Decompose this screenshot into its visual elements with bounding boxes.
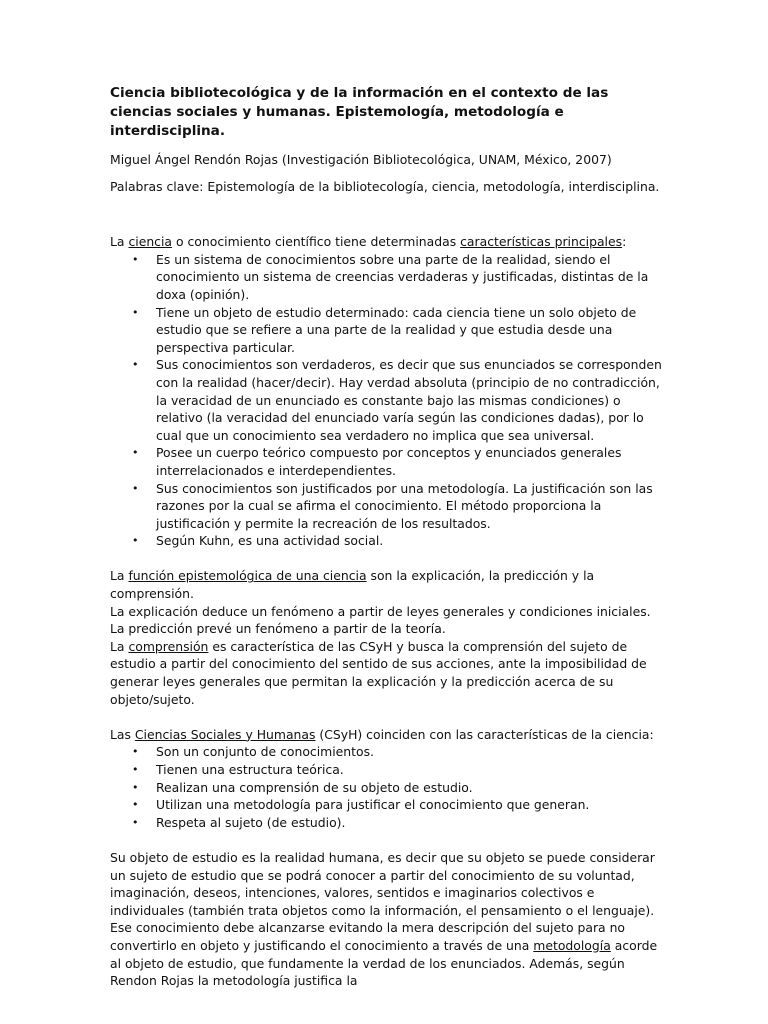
text-run: La (110, 638, 129, 654)
bullet-icon: • (132, 358, 139, 372)
list-item (110, 779, 670, 797)
csyh-characteristics-list (110, 743, 670, 831)
bullet-icon: • (132, 252, 139, 266)
bullet-icon: • (132, 798, 139, 812)
text-run: (CSyH) coinciden con las características de la ciencia: (315, 726, 654, 742)
funcion-epistemologica-link[interactable]: función epistemológica de una ciencia (128, 568, 367, 584)
list-item-text: Realizan una comprensión de su objeto de estudio. (156, 779, 473, 795)
bullet-icon: • (132, 446, 139, 460)
list-item (110, 444, 670, 479)
object-of-study-paragraph (110, 849, 670, 990)
ciencia-link[interactable]: ciencia (128, 234, 173, 250)
spacer (110, 708, 670, 726)
list-item-text: Tiene un objeto de estudio determinado: cada ciencia tiene un solo objeto de estudio que se refiere a una parte de la realidad y que estudia desde una perspectiva particular. (156, 304, 637, 355)
text-run: acorde al objeto de estudio, que fundamente la verdad de los enunciados. Además, según Rendon Rojas la metodología justifica la (110, 937, 658, 989)
list-item (110, 743, 670, 761)
prediction-line: La predicción prevé un fenómeno a partir de la teoría. (110, 621, 446, 637)
document-title: Ciencia bibliotecológica y de la información en el contexto de las ciencias sociales y humanas. Epistemología, metodología e interdisciplina. (110, 85, 609, 139)
author-line: Miguel Ángel Rendón Rojas (Investigación Bibliotecológica, UNAM, México, 2007) (110, 152, 612, 167)
metodologia-link[interactable]: metodología (533, 937, 611, 953)
bullet-icon: • (132, 745, 139, 759)
keywords-line: Palabras clave: Epistemología de la bibliotecología, ciencia, metodología, interdisciplina. (110, 178, 660, 194)
caracteristicas-link[interactable]: características principales (460, 234, 623, 250)
list-item-text: Utilizan una metodología para justificar el conocimiento que generan. (156, 797, 590, 813)
bullet-icon: • (132, 815, 139, 829)
bullet-icon: • (132, 305, 139, 319)
list-item (110, 796, 670, 814)
list-item-text: Tienen una estructura teórica. (156, 762, 344, 777)
list-item-text: Son un conjunto de conocimientos. (156, 744, 374, 760)
comprehension-paragraph (110, 638, 670, 708)
list-item-text: Sus conocimientos son justificados por una metodología. La justificación son las razones por la cual se afirma el conocimiento. El método proporciona la justificación y permite la recreación de los resultados. (156, 480, 653, 531)
list-item (110, 814, 670, 832)
list-item (110, 356, 670, 444)
text-run: Las (110, 726, 135, 742)
bullet-icon: • (132, 780, 139, 794)
document-body (110, 84, 670, 990)
spacer (110, 831, 670, 849)
science-characteristics-list (110, 251, 670, 550)
list-item-text: Respeta al sujeto (de estudio). (156, 814, 346, 830)
bullet-icon: • (132, 481, 139, 495)
list-item (110, 761, 670, 779)
list-item (110, 251, 670, 304)
bullet-icon: • (132, 534, 139, 548)
list-item-text: Posee un cuerpo teórico compuesto por conceptos y enunciados generales interrelacionados e interdependientes. (156, 445, 622, 478)
science-intro-paragraph (110, 233, 670, 251)
list-item (110, 304, 670, 357)
spacer (110, 204, 670, 233)
text-run: son la explicación, la predicción y la comprensión. (110, 568, 595, 602)
text-run: es característica de las CSyH y busca la comprensión del sujeto de estudio a partir del conocimiento del sentido de sus acciones, ante la imposibilidad de generar leyes generales que permitan la explicación y la predicción acerca de su objeto/sujeto. (110, 638, 647, 707)
ciencias-sociales-link[interactable]: Ciencias Sociales y Humanas (134, 726, 316, 742)
text-run: La (110, 568, 129, 584)
bullet-icon: • (132, 763, 139, 776)
comprension-link[interactable]: comprensión (128, 638, 209, 654)
text-run: o conocimiento científico tiene determinadas (172, 234, 461, 250)
text-run: Su objeto de estudio es la realidad humana, es decir que su objeto se puede considerar un sujeto de estudio que se podrá conocer a partir del conocimiento de su voluntad, imaginación, deseos, intenciones, valores, sentidos e imaginarios colectivos e individuales (también trata objetos como la información, el pensamiento o el lenguaje). Ese conocimiento debe alcanzarse evitando la mera descripción del sujeto para no convertirlo en objeto y justificando el conocimiento a través de una (110, 849, 655, 953)
list-item (110, 480, 670, 533)
epistemic-function-line (110, 567, 670, 602)
list-item (110, 532, 670, 550)
explanation-line: La explicación deduce un fenómeno a partir de leyes generales y condiciones iniciales. (110, 603, 651, 619)
text-run: : (622, 234, 627, 250)
spacer (110, 550, 670, 568)
list-item-text: Es un sistema de conocimientos sobre una parte de la realidad, siendo el conocimiento un sistema de creencias verdaderas y justificadas, distintas de la doxa (opinión). (156, 251, 649, 302)
list-item-text: Sus conocimientos son verdaderos, es decir que sus enunciados se corresponden con la realidad (hacer/decir). Hay verdad absoluta (principio de no contradicción, la veracidad de un enunciado es constante bajo las mismas condiciones) o relativo (la veracidad del enunciado varía según las condiciones dadas), por lo cual que un conocimiento sea verdadero no implica que sea universal. (156, 357, 662, 443)
list-item-text: Según Kuhn, es una actividad social. (156, 533, 384, 549)
csyh-intro-paragraph (110, 726, 670, 744)
text-run: La (110, 234, 129, 250)
